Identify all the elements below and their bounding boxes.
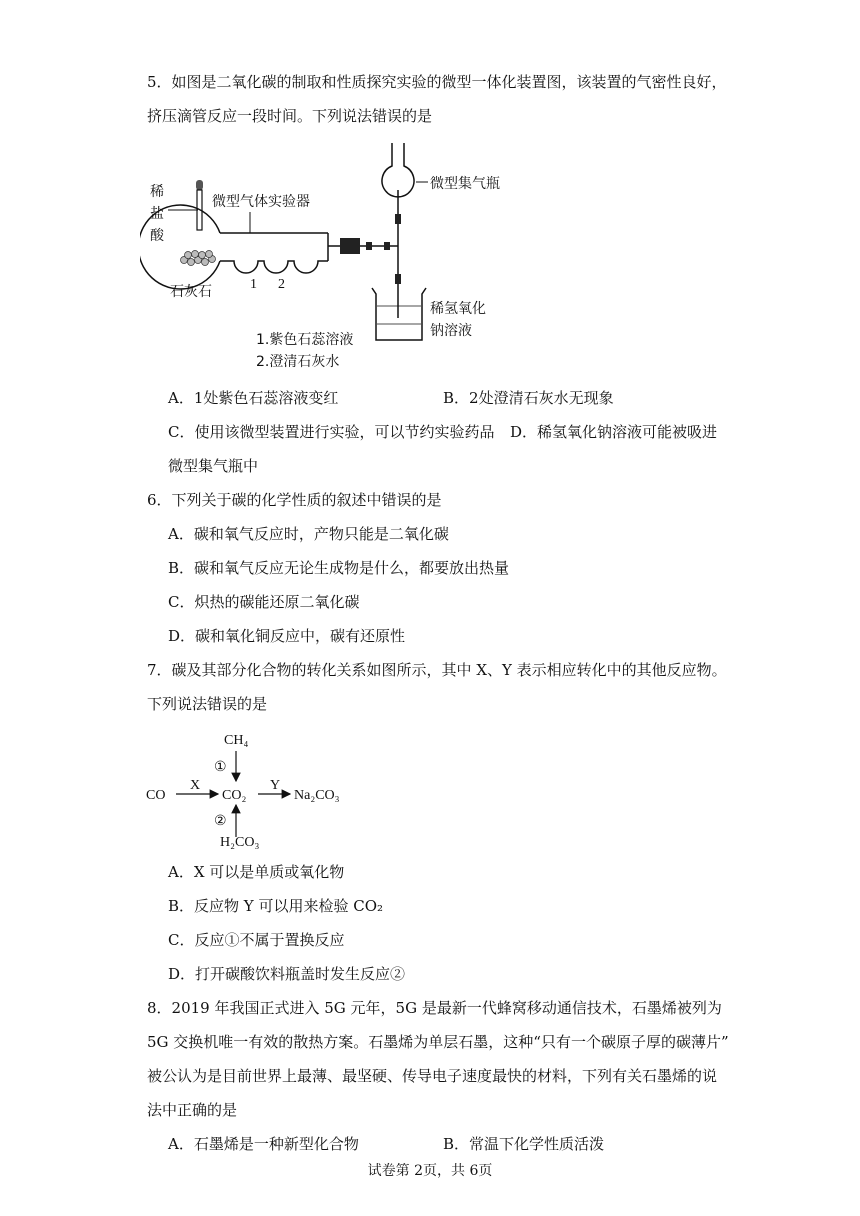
ch4-label: CH₄ [224, 733, 249, 748]
q8-stem-line2: 5G 交换机唯一有效的散热方案。石墨烯为单层石墨，这种“只有一个碳原子厚的碳薄片” [147, 1033, 729, 1051]
q7-conversion-diagram [140, 725, 380, 850]
q5-stem-line2: 挤压滴管反应一段时间。下列说法错误的是 [147, 107, 433, 125]
q7-stem-line2: 下列说法错误的是 [147, 695, 268, 713]
q7-option-d: D．打开碳酸饮料瓶盖时发生反应② [168, 965, 406, 983]
stopper [340, 238, 360, 254]
na2co3-label: Na₂CO₃ [294, 788, 340, 803]
well-tube [220, 261, 328, 273]
naoh-label-1: 稀氢氧化 [430, 301, 486, 317]
q5-option-a: A．1处紫色石蕊溶液变红 [168, 389, 339, 407]
q7-option-c: C．反应①不属于置换反应 [168, 931, 345, 949]
q6-stem: 6．下列关于碳的化学性质的叙述中错误的是 [147, 491, 442, 509]
q5-option-c: C．使用该微型装置进行实验，可以节约实验药品 [168, 423, 495, 441]
h2co3-label: H₂CO₃ [220, 835, 260, 850]
gas-bottle [382, 143, 414, 197]
well-number-1: 1 [250, 277, 257, 292]
legend-line-2: 2.澄清石灰水 [256, 354, 340, 370]
dropper-bulb [196, 180, 203, 190]
reaction-1-label: ① [214, 760, 227, 775]
co-label: CO [146, 788, 166, 803]
q5-stem-line1: 5．如图是二氧化碳的制取和性质探究实验的微型一体化装置图，该装置的气密性良好， [147, 73, 727, 91]
q8-stem-line4: 法中正确的是 [147, 1101, 238, 1119]
page-footer: 试卷第 2页，共 6页 [367, 1163, 493, 1179]
beaker [372, 288, 426, 340]
apparatus-label: 微型气体实验器 [212, 194, 310, 210]
q8-option-b: B．常温下化学性质活泼 [443, 1135, 605, 1153]
q8-stem-line1: 8．2019 年我国正式进入 5G 元年，5G 是最新一代蜂窝移动通信技术，石墨烯被列为 [147, 999, 722, 1017]
q8-option-a: A．石墨烯是一种新型化合物 [168, 1135, 359, 1153]
y-label: Y [270, 778, 281, 793]
bottle-label: 微型集气瓶 [430, 176, 500, 192]
x-label: X [190, 778, 201, 793]
naoh-label-2: 钠溶液 [430, 323, 472, 339]
legend-line-1: 1.紫色石蕊溶液 [256, 332, 354, 348]
q6-option-d: D．碳和氧化铜反应中，碳有还原性 [168, 627, 406, 645]
co2-label: CO₂ [222, 788, 247, 803]
acid-label-1: 稀 [150, 184, 164, 200]
q7-stem-line1: 7．碳及其部分化合物的转化关系如图所示，其中 X、Y 表示相应转化中的其他反应物。 [147, 661, 727, 679]
q5-apparatus-figure [140, 138, 540, 373]
q7-option-b: B．反应物 Y 可以用来检验 CO₂ [168, 897, 384, 915]
limestone-label: 石灰石 [170, 284, 212, 300]
well-number-2: 2 [278, 277, 285, 292]
q8-stem-line3: 被公认为是目前世界上最薄、最坚硬、传导电子速度最快的材料，下列有关石墨烯的说 [147, 1067, 718, 1085]
q6-option-a: A．碳和氧气反应时，产物只能是二氧化碳 [168, 525, 449, 543]
q6-option-c: C．炽热的碳能还原二氧化碳 [168, 593, 360, 611]
q5-option-b: B．2处澄清石灰水无现象 [443, 389, 614, 407]
q6-option-b: B．碳和氧气反应无论生成物是什么，都要放出热量 [168, 559, 510, 577]
acid-label-3: 酸 [150, 228, 164, 244]
acid-label-2: 盐 [150, 206, 164, 222]
q5-option-d-line1: D．稀氢氧化钠溶液可能被吸进 [510, 423, 718, 441]
reaction-2-label: ② [214, 814, 227, 829]
q7-option-a: A．X 可以是单质或氧化物 [168, 863, 345, 881]
q5-option-d-line2: 微型集气瓶中 [168, 457, 259, 475]
limestone-beads [181, 251, 216, 266]
